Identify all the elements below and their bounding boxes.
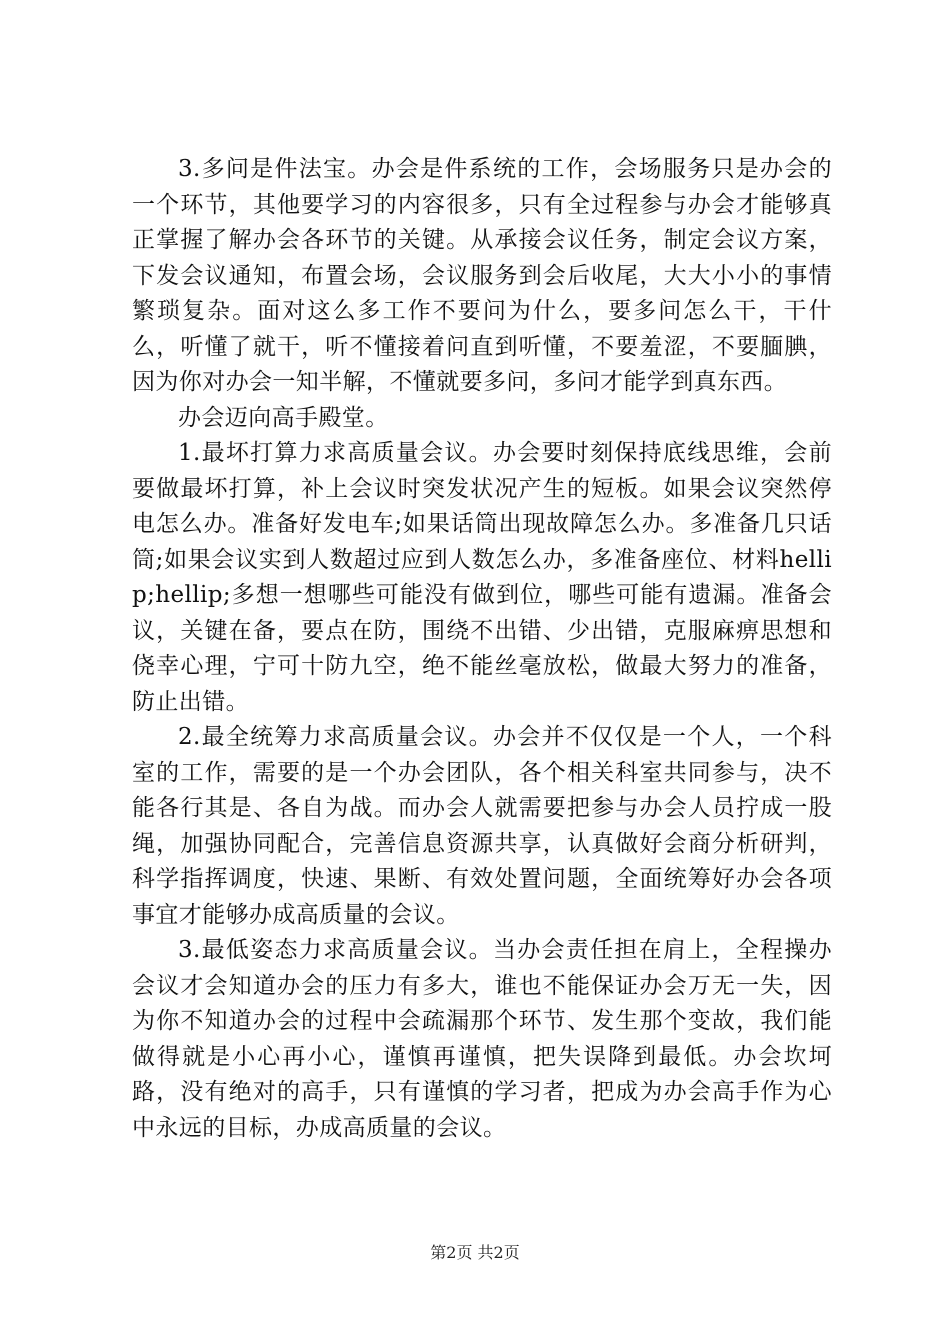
paragraph-ask-more: 3.多问是件法宝。办会是件系统的工作，会场服务只是办会的一个环节，其他要学习的内容很多，只有全过程参与办会才能够真正掌握了解办会各环节的关键。从承接会议任务，制定会议方案，下发会议通知，布置会场，会议服务到会后收尾，大大小小的事情繁琐复杂。面对这么多工作不要问为什么，要多问怎么干，干什么，听懂了就干，听不懂接着问直到听懂，不要羞涩，不要腼腆，因为你对办会一知半解，不懂就要多问，多问才能学到真东西。 — [132, 156, 832, 395]
document-body — [132, 152, 832, 1146]
paragraph-low-profile: 3.最低姿态力求高质量会议。当办会责任担在肩上，全程操办会议才会知道办会的压力有多大，谁也不能保证办会万无一失，因为你不知道办会的过程中会疏漏那个环节、发生那个变故，我们能做得就是小心再小心，谨慎再谨慎，把失误降到最低。办会坎坷路，没有绝对的高手，只有谨慎的学习者，把成为办会高手作为心中永远的目标，办成高质量的会议。 — [132, 937, 832, 1141]
page-number-footer: 第2页 共2页 — [430, 1243, 520, 1262]
paragraph-overall-planning: 2.最全统筹力求高质量会议。办会并不仅仅是一个人，一个科室的工作，需要的是一个办会团队，各个相关科室共同参与，决不能各行其是、各自为战。而办会人就需要把参与办会人员拧成一股绳，加强协同配合，完善信息资源共享，认真做好会商分析研判，科学指挥调度，快速、果断、有效处置问题，全面统筹好办会各项事宜才能够办成高质量的会议。 — [132, 724, 832, 928]
section-heading: 办会迈向高手殿堂。 — [178, 404, 389, 431]
paragraph-worst-case: 1.最坏打算力求高质量会议。办会要时刻保持底线思维，会前要做最坏打算，补上会议时突发状况产生的短板。如果会议突然停电怎么办。准备好发电车;如果话筒出现故障怎么办。多准备几只话筒;如果会议实到人数超过应到人数怎么办，多准备座位、材料hellip;hellip;多想一想哪些可能没有做到位，哪些可能有遗漏。准备会议，关键在备，要点在防，围绕不出错、少出错，克服麻痹思想和侥幸心理，宁可十防九空，绝不能丝毫放松，做最大努力的准备，防止出错。 — [132, 440, 832, 715]
